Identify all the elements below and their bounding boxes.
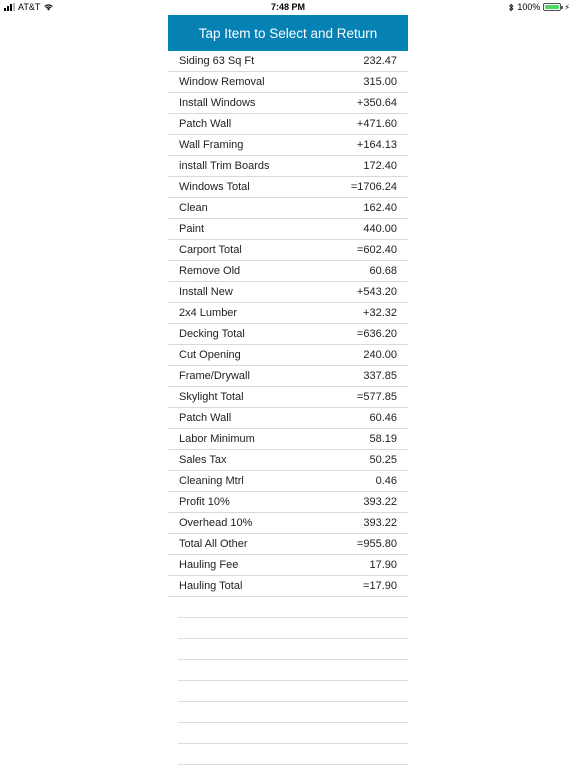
list-item[interactable] (168, 366, 408, 387)
item-label: Frame/Drywall (179, 370, 250, 382)
item-value: +350.64 (356, 97, 397, 109)
list-item[interactable] (168, 219, 408, 240)
select-header[interactable]: Tap Item to Select and Return (168, 15, 408, 51)
item-value: +32.32 (363, 307, 397, 319)
item-value: 60.46 (369, 412, 397, 424)
empty-row (178, 681, 408, 702)
empty-list (178, 597, 408, 765)
item-label: Profit 10% (179, 496, 230, 508)
list-item[interactable] (168, 114, 408, 135)
item-label: Clean (179, 202, 208, 214)
item-label: Patch Wall (179, 412, 232, 424)
item-value: +543.20 (356, 286, 397, 298)
list-item[interactable] (168, 345, 408, 366)
empty-row (178, 618, 408, 639)
item-value: 172.40 (363, 160, 397, 172)
battery-percent: 100% (517, 2, 541, 12)
empty-row (178, 744, 408, 765)
item-label: Cleaning Mtrl (179, 475, 244, 487)
list-item[interactable] (168, 72, 408, 93)
item-label: Decking Total (179, 328, 245, 340)
item-value: =636.20 (356, 328, 397, 340)
item-label: Carport Total (179, 244, 242, 256)
list-item[interactable] (168, 555, 408, 576)
item-value: 393.22 (363, 517, 397, 529)
list-item[interactable] (168, 51, 408, 72)
status-time: 7:48 PM (270, 2, 305, 12)
item-label: Total All Other (179, 538, 248, 550)
list-item[interactable] (168, 156, 408, 177)
list-item[interactable] (168, 387, 408, 408)
item-label: Overhead 10% (179, 517, 253, 529)
item-label: install Trim Boards (179, 160, 270, 172)
item-value: +471.60 (356, 118, 397, 130)
list-item[interactable] (168, 513, 408, 534)
list-item[interactable] (168, 93, 408, 114)
item-label: Paint (179, 223, 205, 235)
item-label: Install New (179, 286, 233, 298)
empty-row (178, 639, 408, 660)
list-item[interactable] (168, 429, 408, 450)
list-item[interactable] (168, 471, 408, 492)
item-value: 60.68 (369, 265, 397, 277)
item-value: =577.85 (356, 391, 397, 403)
item-value: 240.00 (363, 349, 397, 361)
item-label: Window Removal (179, 76, 265, 88)
item-value: +164.13 (356, 139, 397, 151)
empty-row (178, 597, 408, 618)
list-item[interactable] (168, 576, 408, 597)
item-value: 393.22 (363, 496, 397, 508)
list-item[interactable] (168, 408, 408, 429)
item-label: Install Windows (179, 97, 256, 109)
item-value: 58.19 (369, 433, 397, 445)
list-item[interactable] (168, 282, 408, 303)
list-item[interactable] (168, 324, 408, 345)
item-value: 162.40 (363, 202, 397, 214)
item-label: Skylight Total (179, 391, 244, 403)
item-value: 315.00 (363, 76, 397, 88)
list-item[interactable] (168, 240, 408, 261)
empty-row (178, 702, 408, 723)
item-value: 440.00 (363, 223, 397, 235)
bluetooth-icon (508, 3, 514, 12)
empty-row (178, 723, 408, 744)
item-label: Hauling Fee (179, 559, 239, 571)
list-item[interactable] (168, 450, 408, 471)
list-item[interactable] (168, 303, 408, 324)
list-item[interactable] (168, 534, 408, 555)
list-item[interactable] (168, 492, 408, 513)
status-right (508, 2, 570, 12)
battery-fill (545, 5, 559, 9)
item-label: Labor Minimum (179, 433, 255, 445)
item-value: =17.90 (363, 580, 397, 592)
status-bar (0, 0, 576, 15)
item-label: Sales Tax (179, 454, 227, 466)
charging-icon: ⚡ (564, 2, 570, 12)
list-item[interactable] (168, 198, 408, 219)
battery-icon (543, 3, 561, 11)
item-label: 2x4 Lumber (179, 307, 238, 319)
carrier-label: AT&T (18, 2, 41, 12)
item-label: Siding 63 Sq Ft (179, 55, 255, 67)
item-label: Remove Old (179, 265, 241, 277)
list-item[interactable] (168, 177, 408, 198)
item-list (168, 51, 408, 597)
item-value: =955.80 (356, 538, 397, 550)
item-value: =602.40 (356, 244, 397, 256)
item-label: Cut Opening (179, 349, 241, 361)
item-value: 232.47 (363, 55, 397, 67)
list-item[interactable] (168, 135, 408, 156)
item-value: 337.85 (363, 370, 397, 382)
list-item[interactable] (168, 261, 408, 282)
item-label: Wall Framing (179, 139, 244, 151)
empty-row (178, 660, 408, 681)
item-label: Patch Wall (179, 118, 232, 130)
item-value: 17.90 (369, 559, 397, 571)
item-label: Windows Total (179, 181, 250, 193)
item-value: =1706.24 (350, 181, 397, 193)
item-label: Hauling Total (179, 580, 243, 592)
item-value: 50.25 (369, 454, 397, 466)
item-value: 0.46 (375, 475, 397, 487)
